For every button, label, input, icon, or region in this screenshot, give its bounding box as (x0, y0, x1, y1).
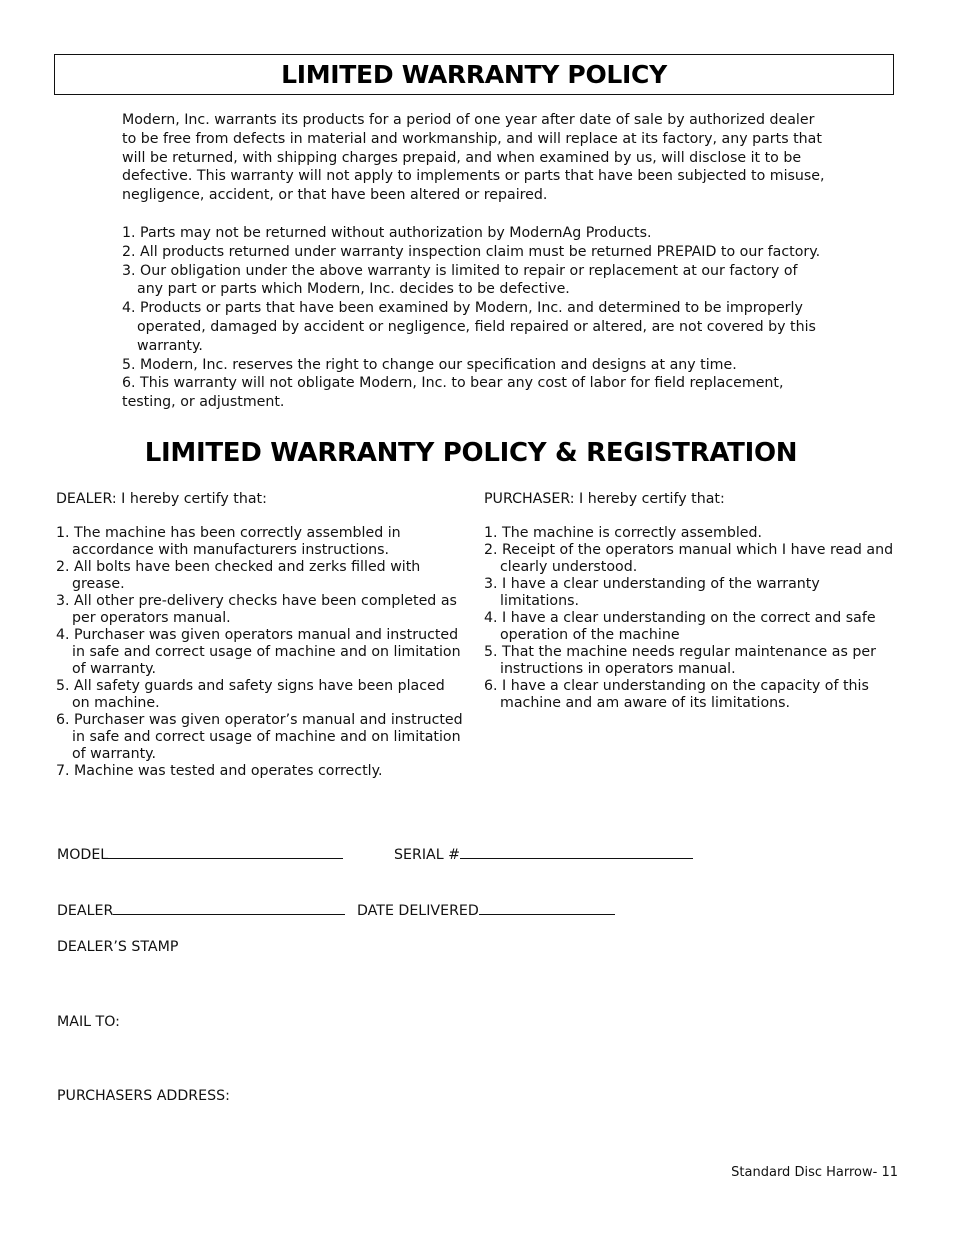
serial-label: SERIAL # (394, 847, 461, 863)
warranty-term: 5. Modern, Inc. reserves the right to change our specification and designs at any time. (122, 356, 737, 373)
warranty-term: 4. Products or parts that have been examined by Modern, Inc. and determined to be improperly operated, damaged by accident or negligence, field repaired or altered, are not covered by this warranty. (122, 300, 816, 354)
dealer-label: DEALER (57, 903, 114, 919)
purchaser-check-item: 4. I have a clear understanding on the correct and safe operation of the machine (484, 610, 876, 643)
purchaser-check-item: 3. I have a clear understanding of the warranty limitations. (484, 576, 820, 609)
dealer-check-item: 7. Machine was tested and operates correctly. (56, 763, 383, 779)
title-box (54, 54, 894, 95)
model-field (57, 845, 343, 863)
page-footer: Standard Disc Harrow- 11 (731, 1165, 898, 1180)
dealer-check-item: 2. All bolts have been checked and zerks filled with grease. (56, 559, 421, 592)
dealer-heading: DEALER: I hereby certify that: (56, 491, 267, 507)
purchaser-certification (484, 491, 894, 712)
purchaser-check-item: 2. Receipt of the operators manual which I have read and clearly understood. (484, 542, 894, 575)
model-blank[interactable] (108, 845, 343, 859)
warranty-term: 1. Parts may not be returned without authorization by ModernAg Products. (122, 225, 652, 241)
date-delivered-label: DATE DELIVERED (357, 903, 479, 919)
dealer-check-item: 5. All safety guards and safety signs have been placed on machine. (56, 678, 445, 711)
purchasers-address-label: PURCHASERS ADDRESS: (57, 1088, 230, 1104)
warranty-term: 2. All products returned under warranty inspection claim must be returned PREPAID to our factory. (122, 243, 821, 260)
dealer-certification (56, 491, 466, 780)
dealer-field (57, 901, 345, 919)
mail-to-label: MAIL TO: (57, 1014, 120, 1030)
serial-field (394, 845, 693, 863)
dealer-checklist (56, 525, 466, 780)
intro-paragraph: Modern, Inc. warrants its products for a period of one year after date of sale by authorized dealer to be free from defects in material and workmanship, and will replace at its factory, any parts that will be returned, with shipping charges prepaid, and when examined by us, will disclose it to be defective. This warranty will not apply to implements or parts that have been subjected to misuse, negligence, accident, or that have been altered or repaired. (122, 112, 825, 204)
dealers-stamp-label: DEALER’S STAMP (57, 939, 179, 955)
purchaser-heading: PURCHASER: I hereby certify that: (484, 491, 725, 507)
warranty-term: 3. Our obligation under the above warranty is limited to repair or replacement at our factory of any part or parts which Modern, Inc. decides to be defective. (122, 262, 798, 298)
purchaser-check-item: 6. I have a clear understanding on the capacity of this machine and am aware of its limitations. (484, 678, 869, 711)
dealer-blank[interactable] (113, 901, 345, 915)
date-delivered-field (357, 901, 615, 919)
dealer-check-item: 3. All other pre-delivery checks have been completed as per operators manual. (56, 593, 457, 626)
warranty-terms-list (122, 224, 827, 412)
date-delivered-blank[interactable] (479, 901, 615, 915)
warranty-term: 6. This warranty will not obligate Modern, Inc. to bear any cost of labor for field replacement, testing, or adjustment. (122, 375, 784, 411)
dealer-check-item: 1. The machine has been correctly assembled in accordance with manufacturers instructions. (56, 525, 401, 558)
page-title: LIMITED WARRANTY POLICY (281, 60, 667, 89)
dealer-check-item: 4. Purchaser was given operators manual and instructed in safe and correct usage of machine and on limitation of warranty. (56, 627, 461, 677)
dealer-check-item: 6. Purchaser was given operator’s manual and instructed in safe and correct usage of machine and on limitation of warranty. (56, 712, 463, 762)
purchaser-check-item: 5. That the machine needs regular maintenance as per instructions in operators manual. (484, 644, 876, 677)
model-label: MODEL (57, 847, 109, 863)
purchaser-check-item: 1. The machine is correctly assembled. (484, 525, 763, 541)
registration-title: LIMITED WARRANTY POLICY & REGISTRATION (144, 438, 798, 468)
serial-blank[interactable] (460, 845, 693, 859)
purchaser-checklist (484, 525, 894, 712)
